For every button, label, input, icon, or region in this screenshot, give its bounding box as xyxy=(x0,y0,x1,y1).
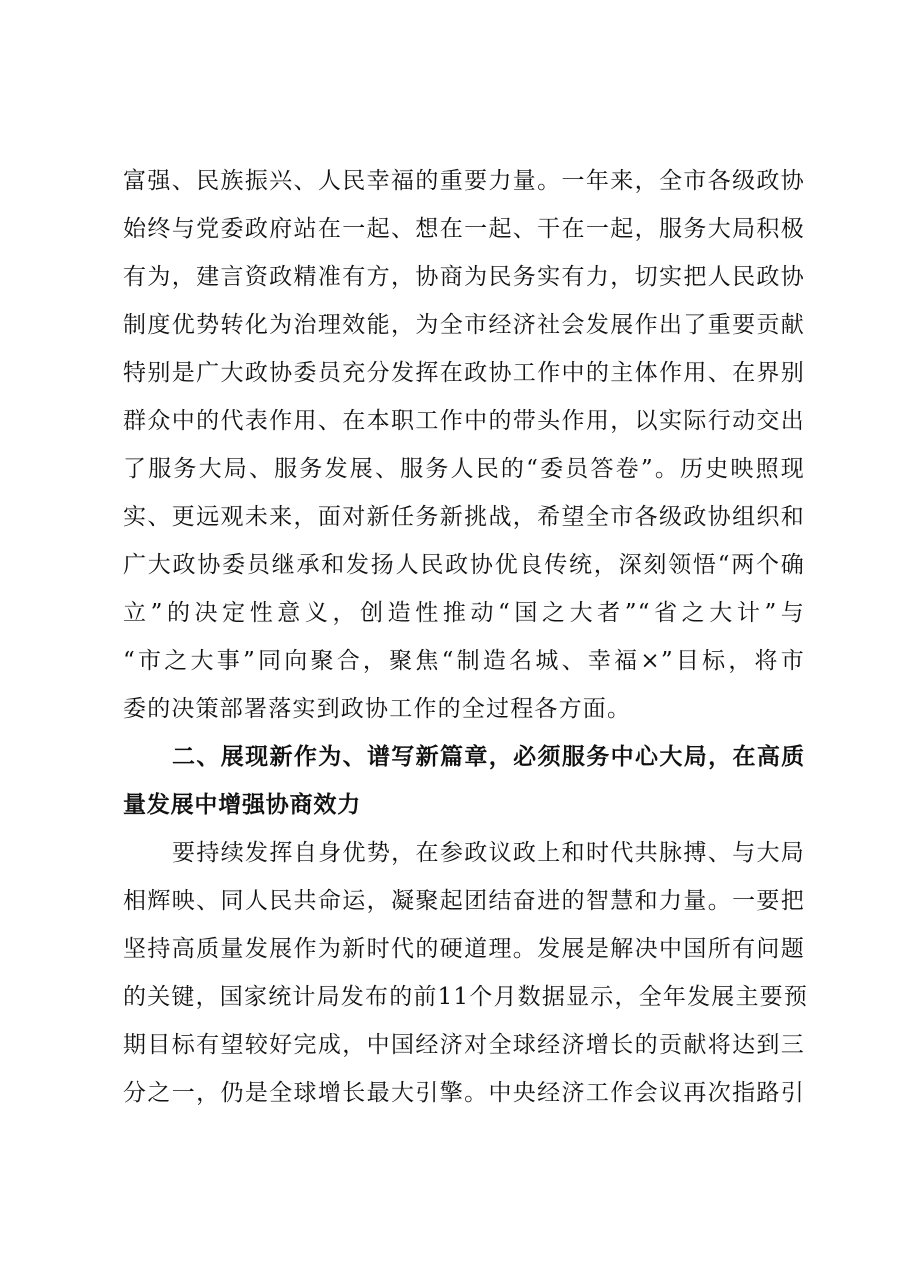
body-text-line: 富强、民族振兴、人民幸福的重要力量。一年来，全市各级政协 xyxy=(123,168,805,194)
body-text-line: 的关键，国家统计局发布的前11个月数据显示，全年发展主要预 xyxy=(123,984,809,1010)
body-text-line: 制度优势转化为治理效能，为全市经济社会发展作出了重要贡献 xyxy=(123,312,805,338)
body-text-line: 分之一，仍是全球增长最大引擎。中央经济工作会议再次指路引 xyxy=(123,1080,805,1106)
section-heading: 量发展中增强协商效力 xyxy=(123,792,361,818)
body-text-line: 了服务大局、服务发展、服务人民的“委员答卷”。历史映照现 xyxy=(123,456,805,482)
body-text-line: 特别是广大政协委员充分发挥在政协工作中的主体作用、在界别 xyxy=(123,360,805,386)
body-text-line: 始终与党委政府站在一起、想在一起、干在一起，服务大局积极 xyxy=(123,216,805,242)
body-text-line: 相辉映、同人民共命运，凝聚起团结奋进的智慧和力量。一要把 xyxy=(123,888,805,914)
body-text-line: 委的决策部署落实到政协工作的全过程各方面。 xyxy=(123,696,632,722)
body-text-line: 立”的决定性意义，创造性推动“国之大者”“省之大计”与 xyxy=(123,600,805,626)
body-text-line: 要持续发挥自身优势，在参政议政上和时代共脉搏、与大局 xyxy=(172,840,805,866)
body-text-line: 坚持高质量发展作为新时代的硬道理。发展是解决中国所有问题 xyxy=(123,936,805,962)
body-text-line: 广大政协委员继承和发扬人民政协优良传统，深刻领悟“两个确 xyxy=(123,552,805,578)
body-text-line: “市之大事”同向聚合，聚焦“制造名城、幸福×”目标，将市 xyxy=(123,648,805,674)
body-text-line: 有为，建言资政精准有方，协商为民务实有力，切实把人民政协 xyxy=(123,264,805,290)
body-text-line: 实、更远观未来，面对新任务新挑战，希望全市各级政协组织和 xyxy=(123,504,805,530)
section-heading: 二、展现新作为、谱写新篇章，必须服务中心大局，在高质 xyxy=(172,744,805,770)
body-text-line: 群众中的代表作用、在本职工作中的带头作用，以实际行动交出 xyxy=(123,408,805,434)
body-text-line: 期目标有望较好完成，中国经济对全球经济增长的贡献将达到三 xyxy=(123,1032,805,1058)
